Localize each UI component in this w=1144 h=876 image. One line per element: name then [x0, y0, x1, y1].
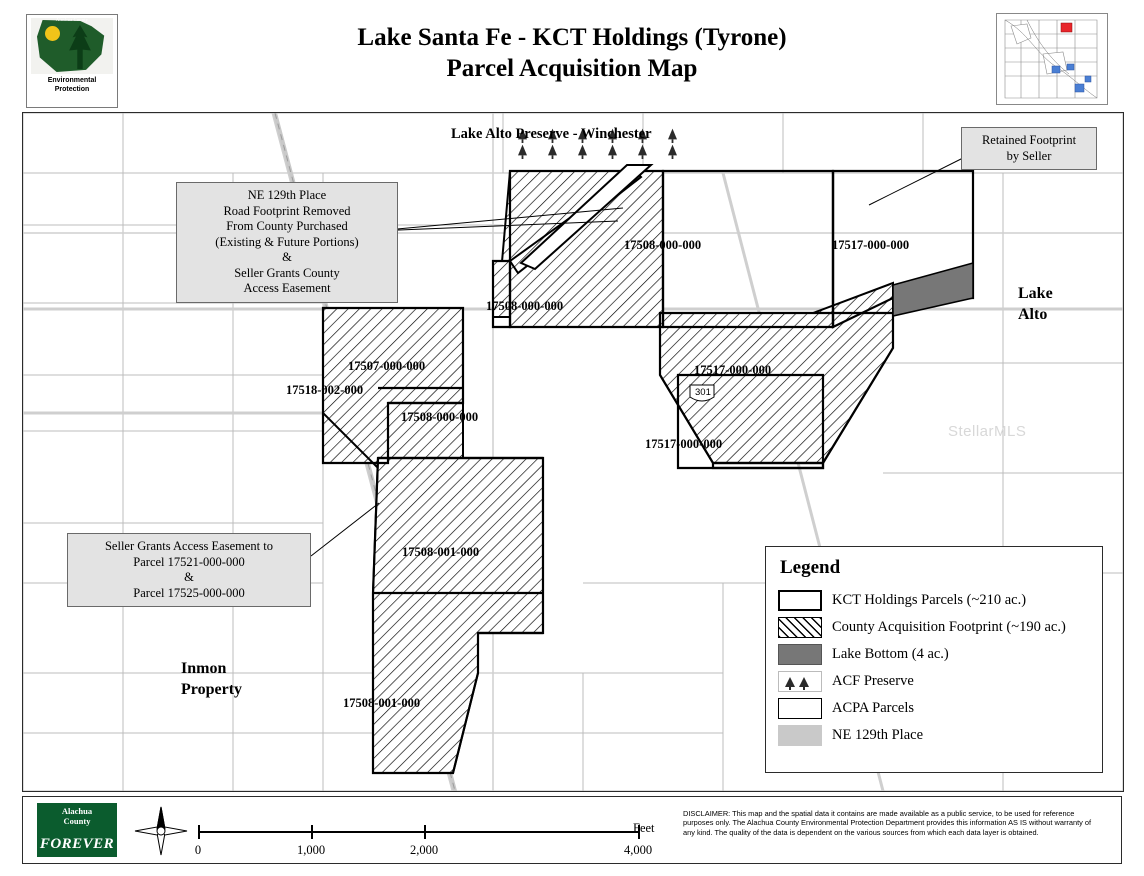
map-footer: [22, 796, 1122, 864]
lake-bottom-swatch: [778, 644, 822, 665]
scale-label-4000: 4,000: [623, 843, 653, 857]
acpa-parcels-swatch: [778, 698, 822, 719]
kct-holdings-parcels-swatch: [778, 590, 822, 611]
map-frame[interactable]: [22, 112, 1124, 792]
scale-label-2000: 2,000: [409, 843, 439, 857]
preserve-label: Lake Alto Preserve - Winchester: [451, 126, 652, 142]
parcel-17518-002-000: 17518-002-000: [286, 383, 364, 397]
parcel-17507-000-000: 17507-000-000: [348, 359, 426, 373]
acf-logo-line1: [37, 803, 117, 826]
parcel-17517-000-000-center: 17517-000-000: [694, 363, 772, 377]
legend-item-county-acquisition: [778, 614, 1090, 641]
parcel-17508-001-000-mid: 17508-001-000: [402, 545, 480, 559]
legend-label: Lake Bottom (4 ac.): [832, 646, 949, 662]
alachua-county-forever-logo: [37, 803, 117, 857]
county-acquisition-footprint-swatch: [778, 617, 822, 638]
page-title: [240, 22, 904, 84]
ne-129th-place-swatch: [778, 725, 822, 746]
legend-item-lake-bottom: [778, 641, 1090, 668]
scale-tick: [311, 825, 313, 839]
sun-icon: [45, 26, 60, 41]
legend-item-kct-holdings: [778, 587, 1090, 614]
logo-caption: [29, 77, 115, 94]
callout-seller-access-easement: Seller Grants Access Easement to Parcel 17521-000-000 & Parcel 17525-000-000: [67, 533, 311, 607]
parcel-17508-000-000-center: 17508-000-000: [401, 410, 479, 424]
legend-label: ACF Preserve: [832, 673, 914, 689]
scale-bar: [193, 813, 655, 857]
legend-title: Legend: [780, 557, 841, 578]
scale-label-0: 0: [194, 843, 202, 857]
acf-logo-text2: County: [63, 815, 91, 826]
scale-tick: [424, 825, 426, 839]
locator-inset-map: [996, 13, 1108, 105]
disclaimer-text: DISCLAIMER: This map and the spatial data it contains are made available as a public service, to be used for reference purposes only. The Alachua County Environmental Protection Department provides this information AS IS without warranty of any kind. The quality of the data is dependent on the various sources from which each data layer is obtained.: [683, 809, 1092, 837]
logo-county-text: Alachua County: [55, 17, 89, 22]
acf-logo-line3: FOREVER: [39, 836, 115, 852]
page-title-line2: Parcel Acquisition Map: [446, 55, 698, 82]
parcel-17508-000-000-west: 17508-000-000: [486, 299, 564, 313]
legend: [765, 546, 1103, 773]
scale-tick: [198, 825, 200, 839]
page-title-line1: Lake Santa Fe - KCT Holdings (Tyrone): [357, 24, 787, 51]
legend-item-acpa-parcels: [778, 695, 1090, 722]
logo-caption-line1: Environmental: [47, 77, 97, 84]
legend-label: County Acquisition Footprint (~190 ac.): [832, 619, 1066, 635]
callout-ne-129th-place: NE 129th Place Road Footprint Removed From County Purchased (Existing & Future Portions) & Seller Grants County Access Easement: [176, 182, 398, 303]
legend-item-ne-129th-place: [778, 722, 1090, 749]
legend-item-acf-preserve: [778, 668, 1090, 695]
parcel-17517-000-000-east: 17517-000-000: [832, 238, 910, 252]
logo-caption-line2: Protection: [54, 85, 90, 93]
lake-alto-label: Lake Alto: [1018, 285, 1053, 323]
alachua-county-epd-logo: [26, 14, 118, 108]
acf-logo-text1: Alachua: [61, 806, 93, 816]
legend-label: NE 129th Place: [832, 727, 924, 743]
scale-units-label: Feet: [633, 821, 655, 835]
watermark: StellarMLS: [948, 423, 1027, 440]
map-header: [0, 0, 1144, 108]
parcel-17517-000-000-south: 17517-000-000: [645, 437, 723, 451]
scale-bar-line: [198, 831, 638, 833]
scale-label-1000: 1,000: [296, 843, 326, 857]
callout-retained-footprint: Retained Footprint by Seller: [961, 127, 1097, 170]
inmon-property-label: Inmon Property: [181, 660, 243, 698]
parcel-17508-001-000-south: 17508-001-000: [343, 696, 421, 710]
highway-301-label: 301: [695, 387, 711, 398]
legend-label: ACPA Parcels: [832, 700, 915, 716]
acf-preserve-swatch: [778, 671, 822, 692]
legend-label: KCT Holdings Parcels (~210 ac.): [832, 592, 1027, 608]
parcel-17508-000-000-north: 17508-000-000: [624, 238, 702, 252]
north-arrow-icon: [131, 803, 191, 859]
tree-icon: [779, 672, 823, 691]
